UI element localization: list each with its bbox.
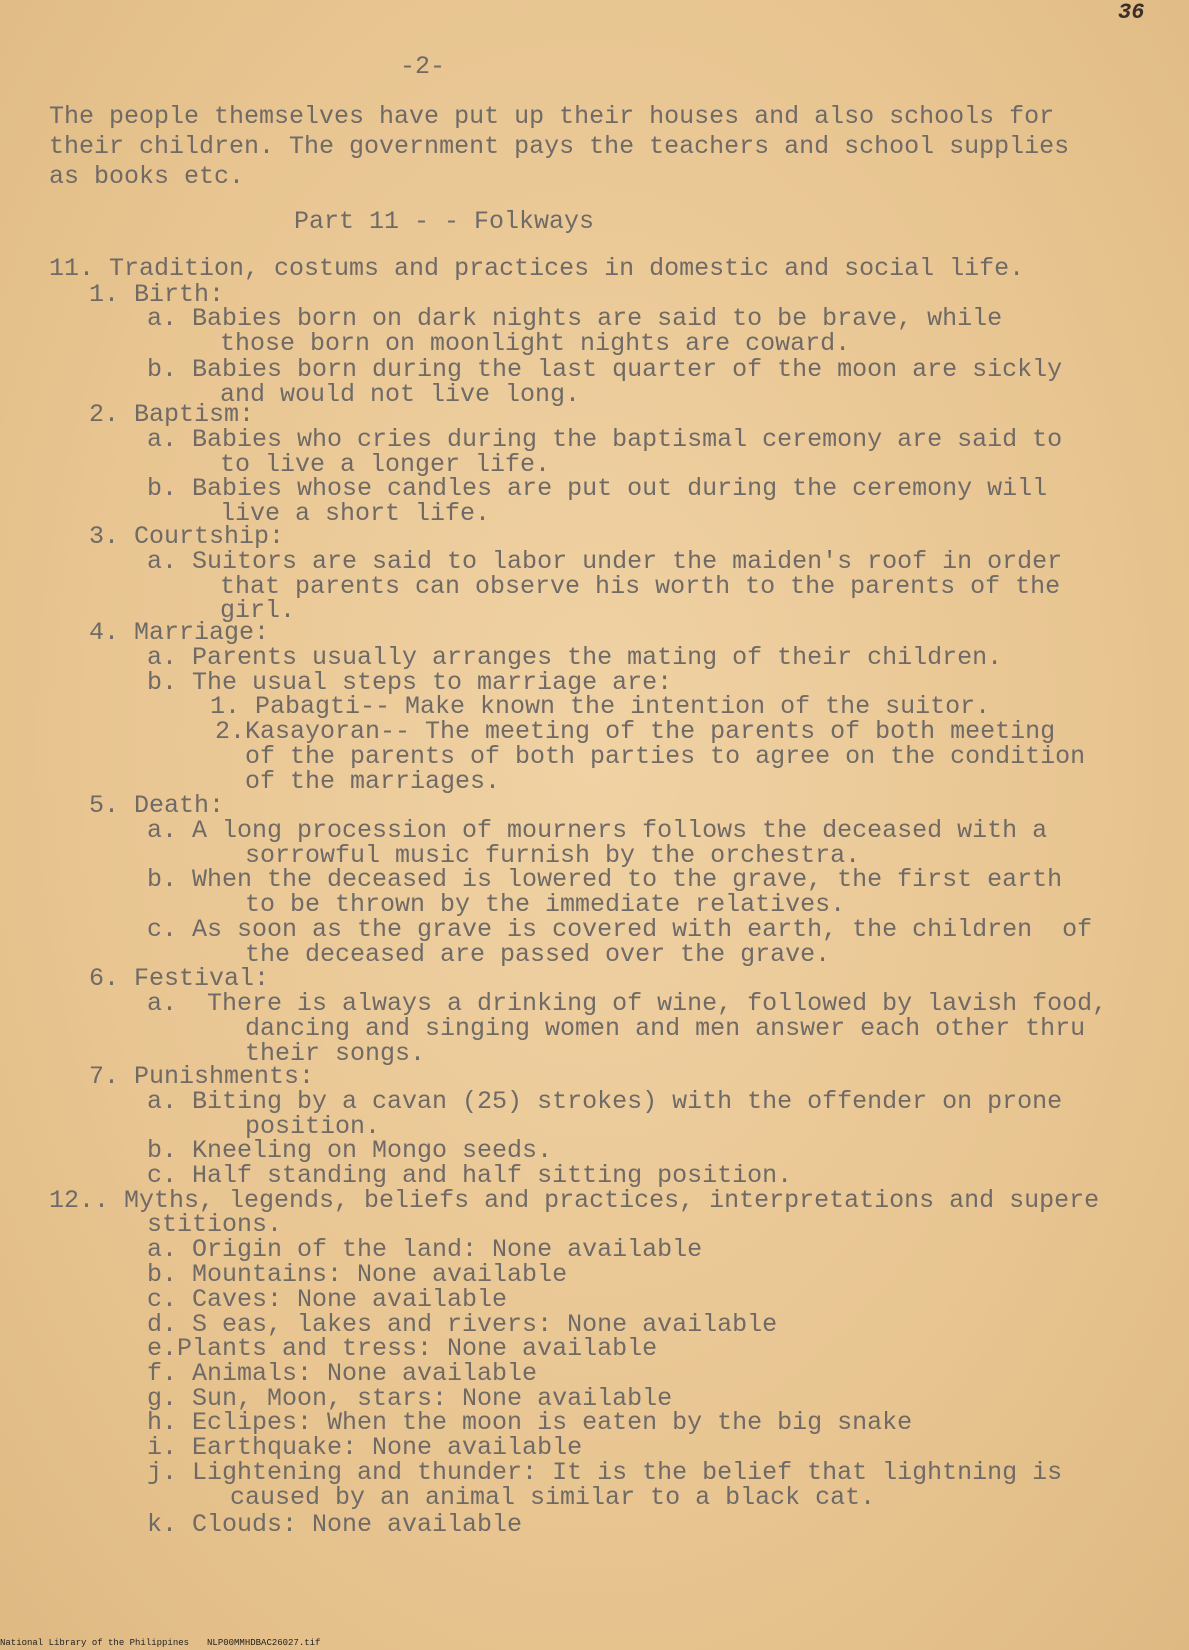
punishments-item-b: b. Kneeling on Mongo seeds.: [147, 1136, 553, 1165]
myths-item-k: k. Clouds: None available: [147, 1510, 523, 1539]
marriage-item-a: a. Parents usually arranges the mating of their children.: [147, 643, 1003, 672]
death-item-b: b. When the deceased is lowered to the grave, the first earth: [147, 865, 1063, 894]
myths-item-b: b. Mountains: None available: [147, 1260, 568, 1289]
punishments-item-c: c. Half standing and half sitting position.: [147, 1161, 793, 1190]
marriage-step-1: 1. Pabagti-- Make known the intention of the suitor.: [210, 692, 991, 721]
intro-line: their children. The government pays the teachers and school supplies: [49, 132, 1070, 161]
baptism-item-b-cont: live a short life.: [220, 499, 491, 528]
punishments-item-a: a. Biting by a cavan (25) strokes) with the offender on prone: [147, 1087, 1063, 1116]
courtship-item-a-cont: that parents can observe his worth to the parents of the: [220, 572, 1061, 601]
punishments-item-a-cont: position.: [245, 1112, 381, 1141]
punishments-title: 7. Punishments:: [89, 1062, 315, 1091]
birth-title: 1. Birth:: [89, 280, 225, 309]
myths-item-i: i. Earthquake: None available: [147, 1433, 583, 1462]
intro-line: as books etc.: [49, 162, 245, 191]
death-item-a-cont: sorrowful music furnish by the orchestra.: [245, 841, 861, 870]
intro-paragraph: [49, 102, 1069, 192]
death-item-c: c. As soon as the grave is covered with earth, the children of: [147, 915, 1093, 944]
myths-item-g: g. Sun, Moon, stars: None available: [147, 1384, 673, 1413]
baptism-item-a: a. Babies who cries during the baptismal ceremony are said to: [147, 425, 1063, 454]
festival-item-a-cont: dancing and singing women and men answer each other thru: [245, 1014, 1086, 1043]
birth-item-a-cont: those born on moonlight nights are coward.: [220, 329, 851, 358]
myths-item-c: c. Caves: None available: [147, 1285, 508, 1314]
birth-item-b-cont: and would not live long.: [220, 380, 581, 409]
courtship-item-a: a. Suitors are said to labor under the maiden's roof in order: [147, 547, 1063, 576]
intro-line: The people themselves have put up their houses and also schools for: [49, 102, 1055, 131]
footer-file-id: NLP00MMHDBAC26027.tif: [207, 1638, 321, 1648]
marriage-step-2-cont: of the parents of both parties to agree on the condition: [245, 742, 1086, 771]
myths-item-h: h. Eclipes: When the moon is eaten by the big snake: [147, 1408, 913, 1437]
birth-item-a: a. Babies born on dark nights are said to be brave, while: [147, 304, 1003, 333]
birth-item-b: b. Babies born during the last quarter of the moon are sickly: [147, 355, 1063, 384]
baptism-title: 2. Baptism:: [89, 400, 255, 429]
myths-item-j-cont: caused by an animal similar to a black cat.: [230, 1483, 876, 1512]
marriage-step-2: 2.Kasayoran-- The meeting of the parents of both meeting: [215, 717, 1056, 746]
festival-item-a: a. There is always a drinking of wine, followed by lavish food,: [147, 989, 1108, 1018]
myths-item-e: e.Plants and tress: None available: [147, 1334, 658, 1363]
section-12-heading-cont: stitions.: [147, 1210, 283, 1239]
death-item-a: a. A long procession of mourners follows the deceased with a: [147, 816, 1048, 845]
marriage-item-b: b. The usual steps to marriage are:: [147, 668, 673, 697]
myths-item-f: f. Animals: None available: [147, 1359, 538, 1388]
death-title: 5. Death:: [89, 791, 225, 820]
section-11-heading: 11. Tradition, costums and practices in domestic and social life.: [49, 254, 1025, 283]
myths-item-a: a. Origin of the land: None available: [147, 1235, 703, 1264]
myths-item-d: d. S eas, lakes and rivers: None available: [147, 1310, 778, 1339]
festival-item-a-cont2: their songs.: [245, 1039, 426, 1068]
footer-library: National Library of the Philippines: [0, 1638, 190, 1648]
page-number: -2-: [400, 52, 446, 81]
baptism-item-b: b. Babies whose candles are put out during the ceremony will: [147, 474, 1048, 503]
death-item-b-cont: to be thrown by the immediate relatives.: [245, 890, 846, 919]
death-item-c-cont: the deceased are passed over the grave.: [245, 940, 831, 969]
part-heading: Part 11 - - Folkways: [294, 207, 595, 236]
section-12-heading: 12.. Myths, legends, beliefs and practices, interpretations and supere: [49, 1186, 1100, 1215]
marriage-title: 4. Marriage:: [89, 618, 270, 647]
baptism-item-a-cont: to live a longer life.: [220, 450, 551, 479]
scan-footer: [0, 1638, 338, 1648]
corner-page-mark: 36: [1118, 0, 1145, 25]
courtship-title: 3. Courtship:: [89, 522, 285, 551]
marriage-step-2-cont2: of the marriages.: [245, 767, 501, 796]
festival-title: 6. Festival:: [89, 964, 270, 993]
courtship-item-a-cont2: girl.: [220, 596, 296, 625]
myths-item-j: j. Lightening and thunder: It is the belief that lightning is: [147, 1458, 1063, 1487]
